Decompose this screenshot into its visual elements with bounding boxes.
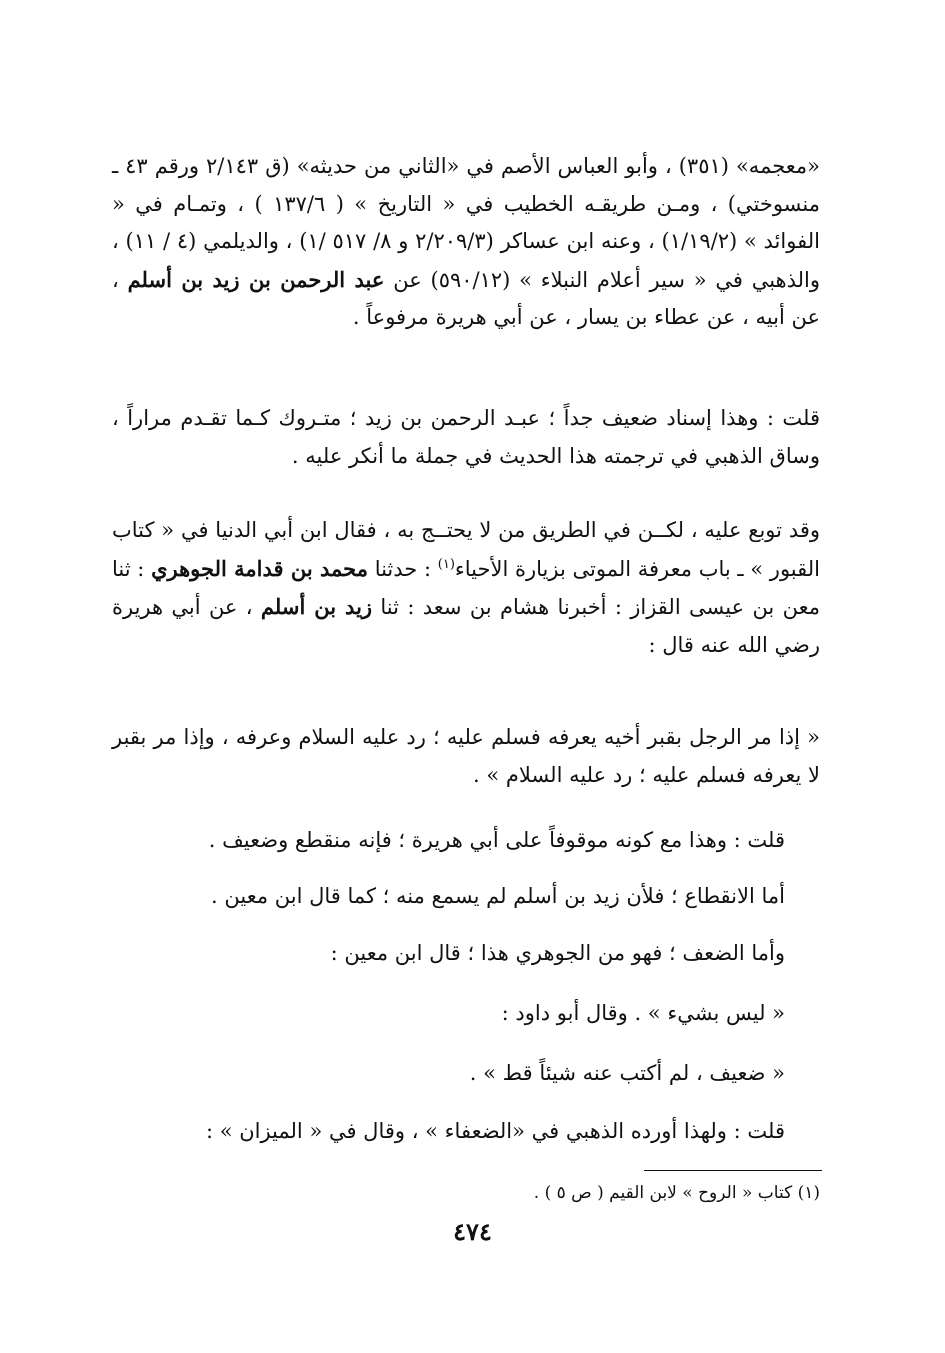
paragraph-hadith-quote: [112, 719, 820, 794]
line-quote-ibn-maeen: « ليس بشيء » . وقال أبو داود :: [501, 1001, 785, 1025]
paragraph-corroboration: [112, 512, 820, 664]
paragraph-isnad-grading: [112, 400, 820, 475]
line-weakness: وأما الضعف ؛ فهو من الجوهري هذا ؛ قال ابن معين :: [330, 941, 785, 965]
line-quote-abu-dawud: « ضعيف ، لم أكتب عنه شيئاً قط » .: [469, 1061, 785, 1085]
paragraph-text: وقد توبع عليه ، لكــن في الطريق من لا يحتــج به ، فقال ابن أبي الدنيا في « كتاب القبور » ـ باب معرفة الموتى بزيارة الأحياء: [112, 518, 820, 581]
line-comment: قلت : وهذا مع كونه موقوفاً على أبي هريرة ؛ فإنه منقطع وضعيف .: [208, 828, 785, 852]
narrator-name-bold: عبد الرحمن بن زيد بن أسلم: [127, 266, 385, 292]
paragraph-text: : ثنا معن بن عيسى القزاز : أخبرنا هشام بن سعد : ثنا: [112, 556, 820, 619]
paragraph-text: « إذا مر الرجل بقبر أخيه يعرفه فسلم عليه ؛ رد عليه السلام وعرفه ، وإذا مر بقبر لا يعرفه فسلم عليه ؛ رد عليه السلام » .: [112, 725, 820, 787]
paragraph-text: ، عن أبيه ، عن عطاء بن يسار ، عن أبي هريرة مرفوعاً .: [112, 267, 820, 329]
paragraph-text: ، عن أبي هريرة رضي الله عنه قال :: [112, 595, 820, 657]
narrator-name-bold: محمد بن قدامة الجوهري: [151, 555, 368, 581]
narrator-name-bold: زيد بن أسلم: [260, 594, 373, 619]
line-dhahabi: قلت : ولهذا أورده الذهبي في «الضعفاء » ، وقال في « الميزان » :: [205, 1119, 785, 1143]
line-interruption: أما الانقطاع ؛ فلأن زيد بن أسلم لم يسمع منه ؛ كما قال ابن معين .: [211, 884, 785, 908]
paragraph-text: : حدثنا: [374, 556, 432, 581]
page-number: ٤٧٤: [453, 1217, 492, 1246]
footnote-divider: [644, 1170, 822, 1171]
paragraph-sources: [112, 148, 820, 337]
paragraph-text: «معجمه» (٣٥١) ، وأبو العباس الأصم في «الثاني من حديثه» (ق ٢/١٤٣ ورقم ٤٣ ـ منسوختي) ، ومـن طريقـه الخطيب في « التاريخ » ( ١٣٧/٦ ) ، وتمـام في « الفوائد » (١/١٩/٢) ، وعنه ابن عساكر (٢/٢٠٩/٣ و ٨/ ٥١٧ /١) ، والديلمي (٤ / ١١) ، والذهبي في « سير أعلام النبلاء » (٥٩٠/١٢) عن: [112, 154, 821, 292]
footnote-reference: (١): [437, 556, 455, 572]
footnote: (١) كتاب « الروح » لابن القيم ( ص ٥ ) .: [533, 1183, 820, 1203]
paragraph-text: قلت : وهذا إسناد ضعيف جداً ؛ عبـد الرحمن بن زيد ؛ متـروك كـما تقـدم مراراً ، وساق الذهبي في ترجمته هذا الحديث في جملة ما أنكر عليه .: [112, 406, 820, 468]
